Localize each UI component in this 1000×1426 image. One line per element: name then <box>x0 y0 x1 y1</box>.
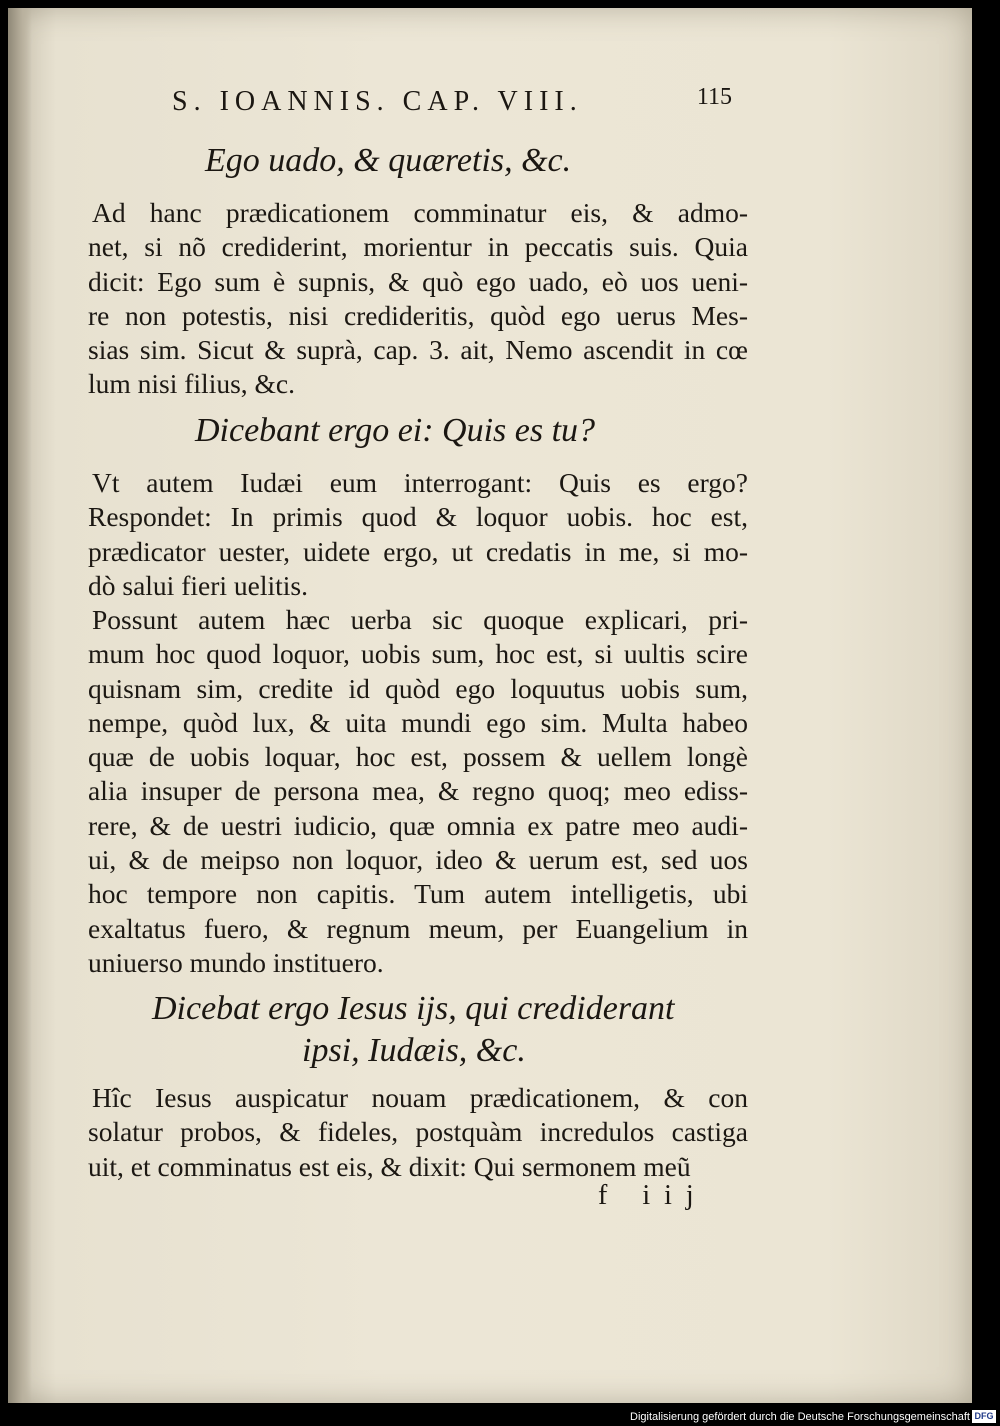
section-heading-2: Dicebant ergo ei: Quis es tu? <box>195 412 596 449</box>
text-line: Ad hanc prædicationem comminatur eis, & admo- <box>92 197 748 228</box>
text-line: Respondet: In primis quod & loquor uobis. hoc est, <box>88 501 748 533</box>
text-line: Possunt autem hæc uerba sic quoque explicari, pri- <box>92 604 748 635</box>
text-line: dicit: Ego sum è supnis, & quò ego uado, eò uos ueni- <box>88 265 748 297</box>
section-heading-1: Ego uado, & quæretis, &c. <box>205 142 572 179</box>
text-line: rere, & de uestri iudicio, quæ omnia ex patre meo audi- <box>88 809 748 841</box>
running-head <box>172 86 732 120</box>
text-line: net, si nõ crediderint, morientur in peccatis suis. Quia <box>88 231 748 263</box>
text-line: quisnam sim, credite id quòd ego loquutus uobis sum, <box>88 672 748 704</box>
text-line: Vt autem Iudæi eum interrogant: Quis es ergo? <box>92 467 748 498</box>
text-line: mum hoc quod loquor, uobis sum, hoc est, si uultis scire <box>88 638 748 670</box>
text-line: dò salui fieri uelitis. <box>88 569 308 601</box>
dfg-logo: DFG <box>972 1410 996 1423</box>
paragraph <box>88 603 748 980</box>
page-number: 115 <box>696 84 732 110</box>
text-line: sias sim. Sicut & suprà, cap. 3. ait, Nemo ascendit in cœ <box>88 334 748 366</box>
text-line: uniuerso mundo instituero. <box>88 946 384 978</box>
text-line: alia insuper de persona mea, & regno quoq; meo ediss- <box>88 775 748 807</box>
text-line: solatur probos, & fideles, postquàm incredulos castiga <box>88 1116 748 1148</box>
footer-credit: Digitalisierung gefördert durch die Deutsche Forschungsgemeinschaft <box>630 1411 970 1423</box>
paragraph <box>88 196 748 402</box>
text-line: uit, et comminatus est eis, & dixit: Qui sermonem meũ <box>88 1150 691 1182</box>
text-line: quæ de uobis loquar, hoc est, possem & uellem longè <box>88 741 748 773</box>
text-line: Hîc Iesus auspicatur nouam prædicationem, & con <box>92 1082 748 1113</box>
text-line: nempe, quòd lux, & uita mundi ego sim. Multa habeo <box>88 706 748 738</box>
page-spine-shadow <box>8 8 32 1403</box>
text-line: prædicator uester, uidete ergo, ut credatis in me, si mo- <box>88 535 748 567</box>
text-line: lum nisi filius, &c. <box>88 368 296 400</box>
section-heading-3-continued: ipsi, Iudæis, &c. <box>302 1032 526 1069</box>
signature-mark: f iij <box>598 1180 708 1211</box>
text-line: re non potestis, nisi credideritis, quòd ego uerus Mes- <box>88 299 748 331</box>
running-head-title: S. IOANNIS. CAP. VIII. <box>172 86 583 117</box>
text-line: ui, & de meipso non loquor, ideo & uerum est, sed uos <box>88 844 748 876</box>
paragraph <box>88 466 748 603</box>
section-heading-3: Dicebat ergo Iesus ijs, qui crediderant <box>152 990 675 1027</box>
text-line: hoc tempore non capitis. Tum autem intelligetis, ubi <box>88 878 748 910</box>
text-line: exaltatus fuero, & regnum meum, per Euangelium in <box>88 912 748 944</box>
paragraph <box>88 1081 748 1184</box>
